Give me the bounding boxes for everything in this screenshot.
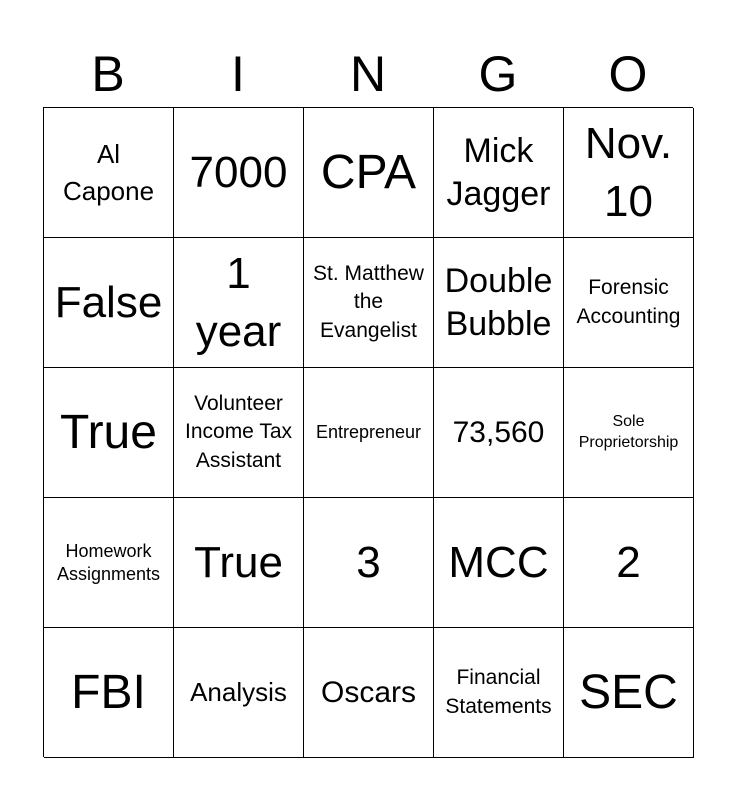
bingo-cell[interactable] bbox=[564, 498, 694, 628]
cell-text: 7000 bbox=[189, 147, 288, 197]
cell-text: 73,560 bbox=[452, 415, 545, 449]
cell-text: Volunteer Income Tax Assistant bbox=[185, 391, 292, 472]
bingo-cell[interactable] bbox=[564, 368, 694, 498]
bingo-cell[interactable] bbox=[304, 238, 434, 368]
bingo-cell[interactable] bbox=[174, 498, 304, 628]
cell-text: Nov. 10 bbox=[584, 119, 673, 226]
header-letter-o: O bbox=[608, 46, 648, 102]
cell-text: MCC bbox=[448, 537, 549, 587]
bingo-cell[interactable] bbox=[304, 108, 434, 238]
bingo-cell[interactable] bbox=[434, 498, 564, 628]
header-letter-g: G bbox=[478, 46, 518, 102]
bingo-cell[interactable] bbox=[174, 108, 304, 238]
bingo-cell[interactable] bbox=[564, 628, 694, 758]
header-letter-b: B bbox=[91, 46, 125, 102]
bingo-cell[interactable] bbox=[174, 368, 304, 498]
cell-text: FBI bbox=[71, 665, 146, 719]
header-letter-n: N bbox=[349, 46, 387, 102]
bingo-cell[interactable] bbox=[44, 498, 174, 628]
bingo-board bbox=[43, 107, 693, 757]
cell-text: Entrepreneur bbox=[315, 422, 422, 443]
bingo-cell[interactable] bbox=[304, 498, 434, 628]
bingo-cell[interactable] bbox=[434, 238, 564, 368]
bingo-cell[interactable] bbox=[564, 238, 694, 368]
bingo-header bbox=[43, 42, 693, 106]
cell-text: 3 bbox=[356, 537, 381, 587]
bingo-cell[interactable] bbox=[174, 238, 304, 368]
cell-text: St. Matthew the Evangelist bbox=[313, 261, 424, 342]
cell-text: True bbox=[60, 405, 157, 459]
cell-text: Financial Statements bbox=[445, 666, 552, 718]
cell-text: SEC bbox=[579, 665, 678, 719]
bingo-cell[interactable] bbox=[44, 368, 174, 498]
cell-text: Mick Jagger bbox=[446, 132, 551, 213]
cell-text: False bbox=[54, 277, 163, 327]
bingo-cell[interactable] bbox=[304, 628, 434, 758]
bingo-cell[interactable] bbox=[564, 108, 694, 238]
cell-text: Forensic Accounting bbox=[576, 276, 681, 328]
header-letter-i: I bbox=[231, 46, 245, 102]
cell-text: Double Bubble bbox=[444, 262, 553, 343]
cell-text: True bbox=[194, 537, 283, 587]
cell-text: Oscars bbox=[320, 675, 416, 709]
cell-text: 1 year bbox=[195, 249, 282, 356]
bingo-cell[interactable] bbox=[44, 238, 174, 368]
cell-text: CPA bbox=[320, 145, 417, 199]
cell-text: Homework Assignments bbox=[56, 541, 161, 584]
cell-text: Sole Proprietorship bbox=[578, 412, 679, 451]
bingo-cell[interactable] bbox=[434, 108, 564, 238]
bingo-cell[interactable] bbox=[44, 108, 174, 238]
cell-text: 2 bbox=[616, 537, 641, 587]
bingo-cell[interactable] bbox=[174, 628, 304, 758]
cell-text: Analysis bbox=[190, 677, 287, 708]
bingo-cell[interactable] bbox=[44, 628, 174, 758]
bingo-cell[interactable] bbox=[304, 368, 434, 498]
bingo-cell[interactable] bbox=[434, 628, 564, 758]
bingo-cell[interactable] bbox=[434, 368, 564, 498]
cell-text: Al Capone bbox=[62, 139, 155, 206]
